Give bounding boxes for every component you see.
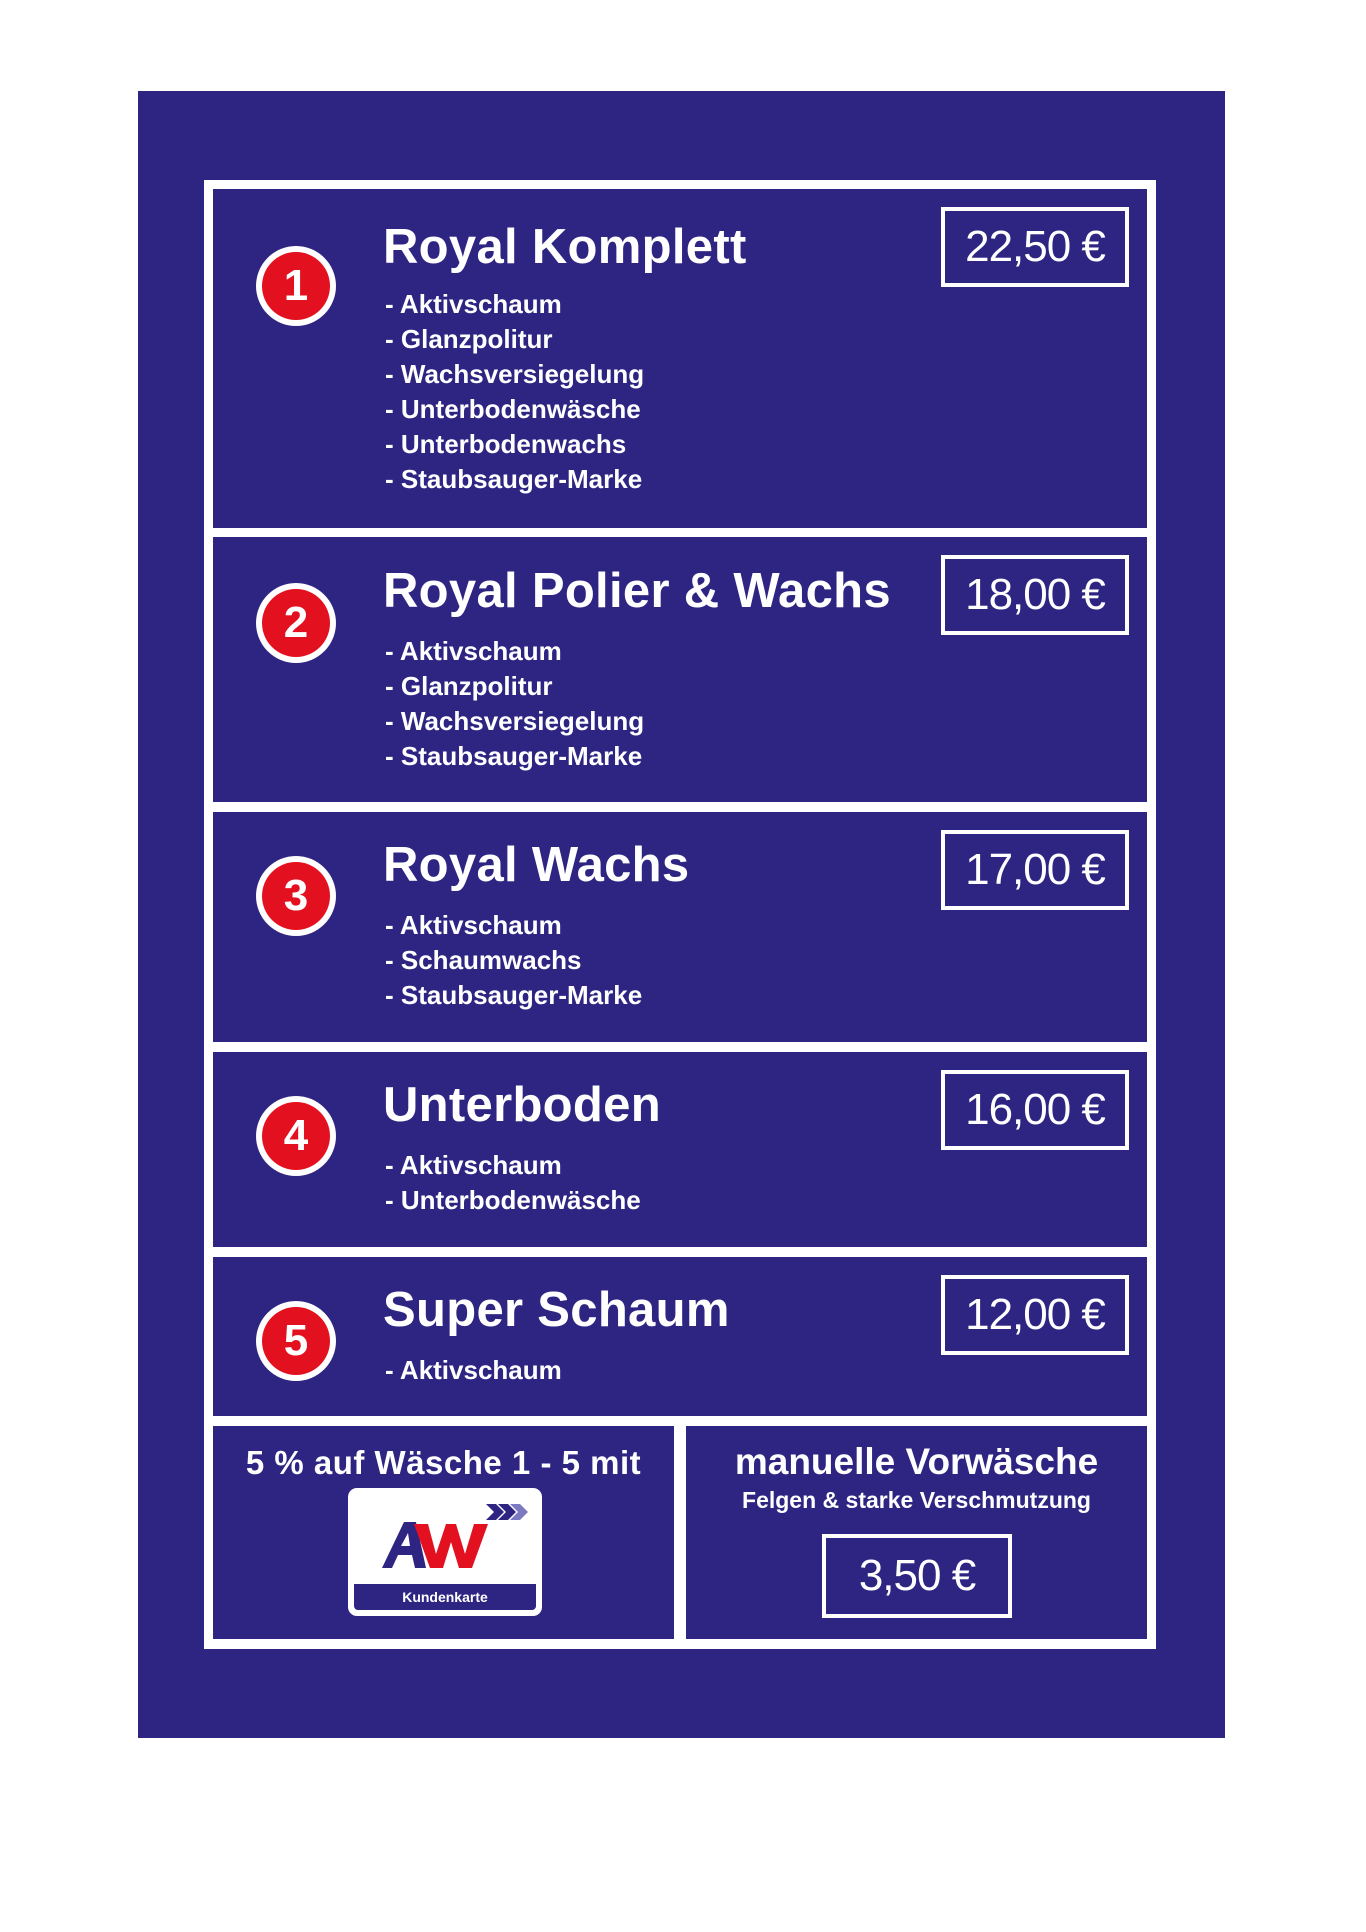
feature-list (385, 1148, 641, 1218)
feature-list (385, 634, 644, 774)
aw-logo-icon (348, 1488, 542, 1588)
number-badge (256, 583, 336, 663)
number-badge-digit: 4 (262, 1102, 330, 1170)
price-box: 16,00 € (941, 1070, 1129, 1150)
loyalty-card (348, 1488, 542, 1616)
discount-card (213, 1426, 674, 1639)
number-badge (256, 1096, 336, 1176)
number-badge-digit: 1 (262, 252, 330, 320)
feature-item: - Glanzpolitur (385, 671, 553, 701)
feature-item: - Aktivschaum (385, 1355, 562, 1385)
feature-item: - Aktivschaum (385, 636, 562, 666)
program-card (213, 537, 1147, 802)
number-badge (256, 246, 336, 326)
program-card (213, 812, 1147, 1042)
discount-text: 5 % auf Wäsche 1 - 5 mit (245, 1444, 642, 1481)
feature-item: - Wachsversiegelung (385, 706, 645, 736)
feature-item: - Aktivschaum (385, 289, 562, 319)
prewash-subtitle: Felgen & starke Verschmutzung (742, 1487, 1091, 1513)
feature-list (385, 287, 644, 497)
program-name: Super Schaum (383, 1283, 730, 1337)
feature-item: - Unterbodenwachs (385, 429, 627, 459)
board-frame (204, 180, 1156, 1649)
prewash-card (686, 1426, 1147, 1639)
feature-item: - Staubsauger-Marke (385, 741, 643, 771)
feature-item: - Staubsauger-Marke (385, 464, 643, 494)
price-box: 3,50 € (822, 1534, 1012, 1618)
price-box: 22,50 € (941, 207, 1129, 287)
number-badge (256, 856, 336, 936)
feature-item: - Aktivschaum (385, 1150, 562, 1180)
feature-item: - Aktivschaum (385, 910, 562, 940)
price-box: 18,00 € (941, 555, 1129, 635)
program-card (213, 1052, 1147, 1247)
feature-item: - Staubsauger-Marke (385, 980, 643, 1010)
feature-list (385, 908, 642, 1013)
program-card (213, 1257, 1147, 1416)
loyalty-card-label: Kundenkarte (354, 1584, 536, 1610)
feature-item: - Wachsversiegelung (385, 359, 645, 389)
program-name: Royal Komplett (383, 220, 747, 274)
price-box: 12,00 € (941, 1275, 1129, 1355)
number-badge-digit: 3 (262, 862, 330, 930)
program-name: Royal Wachs (383, 838, 690, 892)
number-badge (256, 1301, 336, 1381)
program-card (213, 189, 1147, 528)
program-name: Royal Polier & Wachs (383, 564, 891, 618)
feature-list (385, 1353, 562, 1388)
prewash-title: manuelle Vorwäsche (734, 1441, 1099, 1482)
feature-item: - Unterbodenwäsche (385, 394, 641, 424)
feature-item: - Schaumwachs (385, 945, 582, 975)
price-box: 17,00 € (941, 830, 1129, 910)
number-badge-digit: 2 (262, 589, 330, 657)
feature-item: - Glanzpolitur (385, 324, 553, 354)
number-badge-digit: 5 (262, 1307, 330, 1375)
feature-item: - Unterbodenwäsche (385, 1185, 641, 1215)
program-name: Unterboden (383, 1078, 661, 1132)
